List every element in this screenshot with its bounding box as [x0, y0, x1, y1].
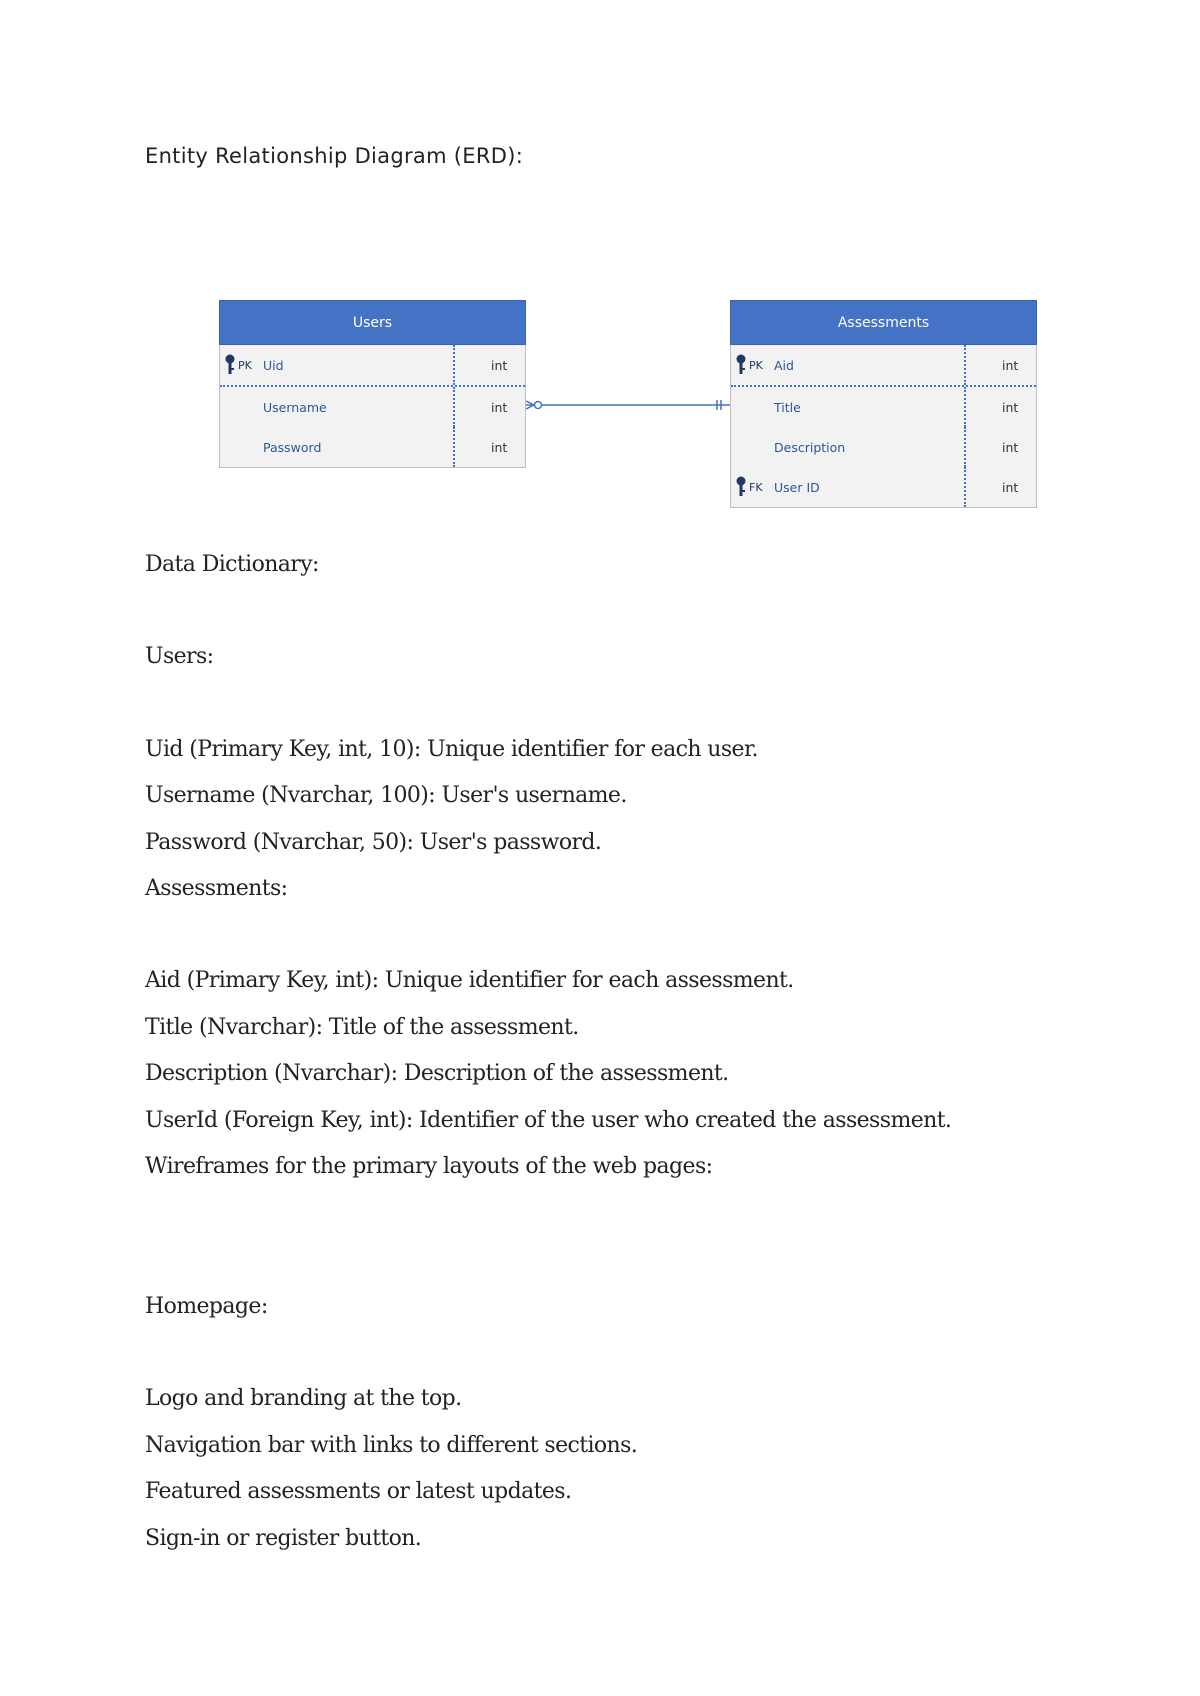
- homepage-line-featured: Featured assessments or latest updates.: [145, 1479, 572, 1504]
- assessments-line-description: Description (Nvarchar): Description of the assessment.: [145, 1061, 729, 1086]
- homepage-line-logo: Logo and branding at the top.: [145, 1386, 462, 1411]
- key-icon: [735, 354, 747, 376]
- field-name: Title: [774, 399, 801, 415]
- users-line-username: Username (Nvarchar, 100): User's username.: [145, 783, 627, 808]
- assessments-line-title: Title (Nvarchar): Title of the assessment.: [145, 1015, 579, 1040]
- relationship-connector: [526, 395, 730, 415]
- users-row-uid: [220, 345, 525, 387]
- assessments-entity: [730, 300, 1037, 508]
- users-row-password: [220, 427, 525, 467]
- field-type: int: [453, 387, 525, 427]
- key-icon: [224, 354, 236, 376]
- homepage-title: Homepage:: [145, 1294, 268, 1319]
- users-section-title: Users:: [145, 644, 214, 669]
- pk-label: PK: [749, 358, 763, 372]
- users-entity-title: Users: [219, 300, 526, 345]
- data-dictionary-title: Data Dictionary:: [145, 552, 319, 577]
- field-name: Aid: [774, 357, 794, 373]
- field-name: Password: [263, 439, 322, 455]
- field-type: int: [453, 345, 525, 385]
- field-type: int: [964, 387, 1036, 427]
- assessments-row-aid: [731, 345, 1036, 387]
- field-name: Uid: [263, 357, 284, 373]
- homepage-line-signin: Sign-in or register button.: [145, 1526, 422, 1551]
- assessments-line-aid: Aid (Primary Key, int): Unique identifier for each assessment.: [145, 968, 794, 993]
- field-name: Username: [263, 399, 327, 415]
- erd-heading: Entity Relationship Diagram (ERD):: [145, 144, 524, 168]
- users-row-username: [220, 387, 525, 427]
- field-name: User ID: [774, 479, 820, 495]
- assessments-entity-title: Assessments: [730, 300, 1037, 345]
- assessments-section-title: Assessments:: [145, 876, 288, 901]
- users-entity: [219, 300, 526, 468]
- field-type: int: [964, 427, 1036, 467]
- fk-label: FK: [749, 480, 763, 494]
- assessments-line-userid: UserId (Foreign Key, int): Identifier of the user who created the assessment.: [145, 1108, 952, 1133]
- field-type: int: [964, 467, 1036, 507]
- wireframes-title: Wireframes for the primary layouts of the web pages:: [145, 1154, 713, 1179]
- homepage-line-navigation: Navigation bar with links to different sections.: [145, 1433, 638, 1458]
- field-type: int: [964, 345, 1036, 385]
- users-line-password: Password (Nvarchar, 50): User's password.: [145, 830, 602, 855]
- field-type: int: [453, 427, 525, 467]
- users-line-uid: Uid (Primary Key, int, 10): Unique identifier for each user.: [145, 737, 758, 762]
- assessments-row-userid: [731, 467, 1036, 507]
- pk-label: PK: [238, 358, 252, 372]
- key-icon: [735, 476, 747, 498]
- field-name: Description: [774, 439, 846, 455]
- assessments-row-title: [731, 387, 1036, 427]
- assessments-row-description: [731, 427, 1036, 467]
